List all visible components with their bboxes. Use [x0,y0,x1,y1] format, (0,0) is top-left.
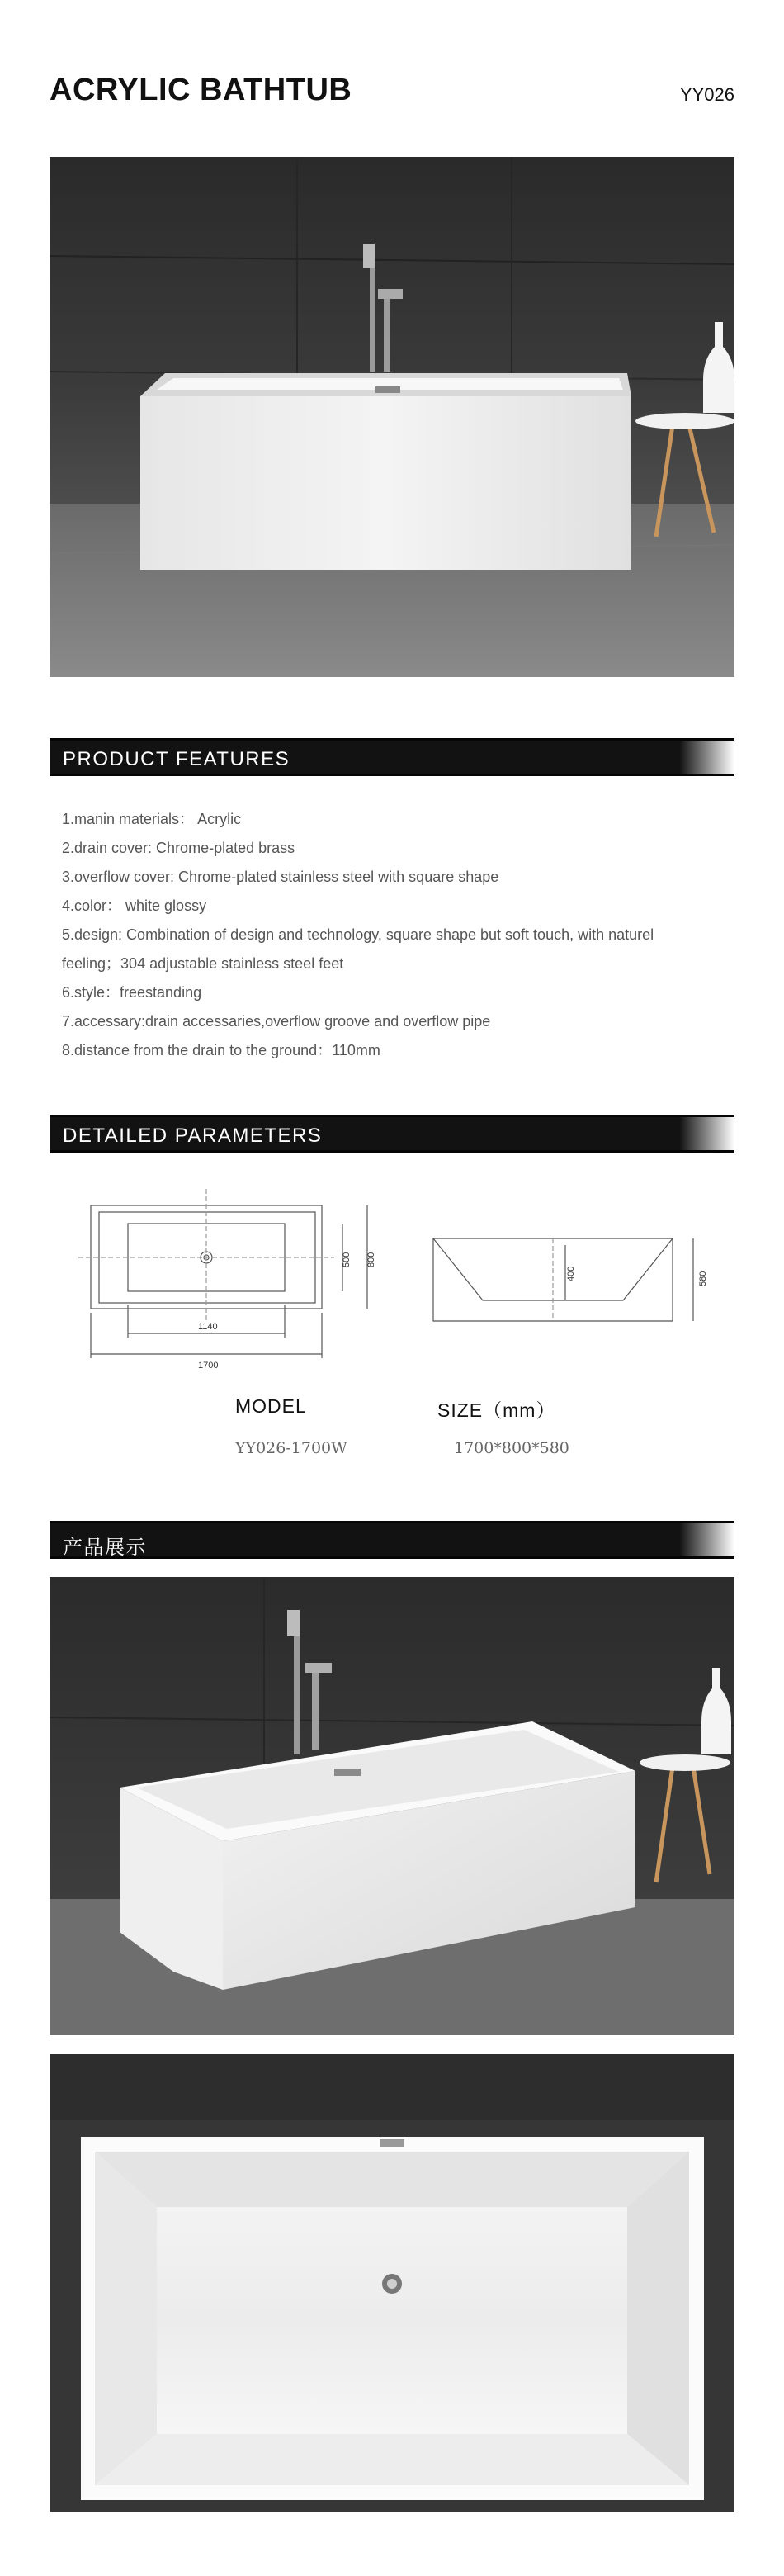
parameters-section-title: DETAILED PARAMETERS [63,1125,323,1147]
page-header [50,66,734,116]
feature-item: 3.overflow cover: Chrome-plated stainless steel with square shape [62,869,499,885]
feature-item: 2.drain cover: Chrome-plated brass [62,840,295,856]
top-view-drawing [78,1189,367,1358]
model-header: MODEL [235,1395,307,1417]
feature-item: feeling；304 adjustable stainless steel feet [62,955,344,972]
hero-product-photo [50,157,734,677]
model-value: YY026-1700W [235,1439,347,1457]
spec-table [231,1395,644,1470]
display-section-title: 产品展示 [63,1536,147,1559]
features-section-title: PRODUCT FEATURES [63,748,290,770]
model-code: YY026 [679,84,734,105]
features-list [62,805,722,1065]
height-label: 580 [698,1271,708,1286]
feature-item: 6.style：freestanding [62,984,202,1001]
feature-item: 5.design: Combination of design and technology, square shape but soft touch, with naturel [62,926,654,943]
size-header: SIZE（mm） [437,1399,556,1421]
display-photo-angled [50,1577,734,2035]
display-photo-top [50,2054,734,2512]
size-value: 1700*800*580 [454,1439,569,1457]
parameters-section-header [50,1110,734,1153]
inner-depth-label: 400 [566,1266,576,1281]
outer-width-label: 800 [366,1252,376,1267]
outer-length-label: 1700 [198,1361,219,1371]
inner-width-label: 500 [342,1252,352,1267]
features-section-header [50,733,734,776]
display-section-header [50,1516,734,1559]
feature-item: 8.distance from the drain to the ground：110mm [62,1042,380,1058]
inner-length-label: 1140 [198,1322,218,1332]
dimension-diagram [78,1189,722,1379]
product-title: ACRYLIC BATHTUB [50,73,352,107]
side-view-drawing [433,1238,693,1321]
feature-item: 7.accessary:drain accessaries,overflow groove and overflow pipe [62,1013,491,1030]
feature-item: 1.manin materials： Acrylic [62,811,242,827]
feature-item: 4.color： white glossy [62,897,207,914]
